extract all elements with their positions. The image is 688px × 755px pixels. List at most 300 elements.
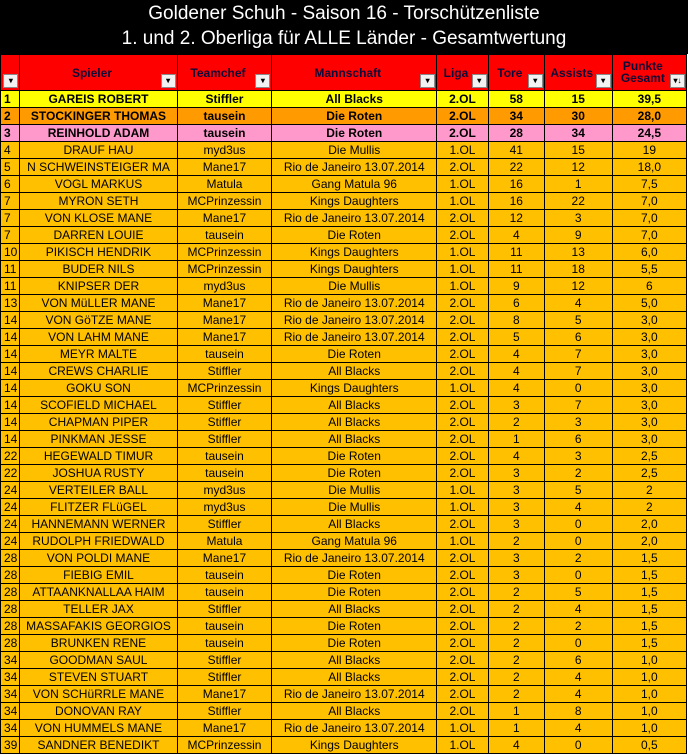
cell-tore[interactable]: 58 (488, 91, 544, 108)
cell-spieler[interactable]: ATTAANKNALLAA HAIM (20, 584, 177, 601)
cell-punkte[interactable]: 6,0 (612, 244, 686, 261)
cell-mannschaft[interactable]: Die Roten (272, 584, 437, 601)
cell-punkte[interactable]: 18,0 (612, 159, 686, 176)
cell-tore[interactable]: 4 (488, 737, 544, 754)
cell-teamchef[interactable]: tausein (177, 448, 272, 465)
cell-assists[interactable]: 3 (544, 414, 612, 431)
cell-assists[interactable]: 7 (544, 346, 612, 363)
cell-liga[interactable]: 1.OL (437, 380, 489, 397)
filter-dropdown-icon[interactable]: ▾ (3, 74, 18, 88)
cell-mannschaft[interactable]: Die Roten (272, 618, 437, 635)
cell-punkte[interactable]: 3,0 (612, 312, 686, 329)
cell-mannschaft[interactable]: All Blacks (272, 669, 437, 686)
cell-tore[interactable]: 2 (488, 533, 544, 550)
cell-punkte[interactable]: 5,0 (612, 295, 686, 312)
cell-spieler[interactable]: VON SCHüRRLE MANE (20, 686, 177, 703)
cell-rank[interactable]: 6 (1, 176, 20, 193)
cell-tore[interactable]: 9 (488, 278, 544, 295)
cell-spieler[interactable]: VON KLOSE MANE (20, 210, 177, 227)
cell-teamchef[interactable]: Stiffler (177, 431, 272, 448)
cell-tore[interactable]: 3 (488, 397, 544, 414)
cell-tore[interactable]: 11 (488, 261, 544, 278)
cell-rank[interactable]: 39 (1, 737, 20, 754)
cell-rank[interactable]: 28 (1, 584, 20, 601)
cell-mannschaft[interactable]: Rio de Janeiro 13.07.2014 (272, 159, 437, 176)
cell-spieler[interactable]: VON POLDI MANE (20, 550, 177, 567)
cell-tore[interactable]: 12 (488, 210, 544, 227)
filter-dropdown-icon[interactable]: ▾ (596, 74, 611, 88)
filter-dropdown-icon[interactable]: ▾ (528, 74, 543, 88)
cell-assists[interactable]: 15 (544, 142, 612, 159)
cell-punkte[interactable]: 1,5 (612, 550, 686, 567)
cell-spieler[interactable]: MYRON SETH (20, 193, 177, 210)
cell-assists[interactable]: 18 (544, 261, 612, 278)
cell-tore[interactable]: 34 (488, 108, 544, 125)
cell-mannschaft[interactable]: All Blacks (272, 91, 437, 108)
cell-rank[interactable]: 13 (1, 295, 20, 312)
cell-liga[interactable]: 2.OL (437, 227, 489, 244)
cell-rank[interactable]: 34 (1, 703, 20, 720)
cell-mannschaft[interactable]: Die Mullis (272, 278, 437, 295)
cell-mannschaft[interactable]: Rio de Janeiro 13.07.2014 (272, 686, 437, 703)
cell-punkte[interactable]: 19 (612, 142, 686, 159)
cell-mannschaft[interactable]: Die Roten (272, 108, 437, 125)
cell-rank[interactable]: 14 (1, 346, 20, 363)
cell-teamchef[interactable]: Matula (177, 176, 272, 193)
cell-liga[interactable]: 2.OL (437, 159, 489, 176)
cell-spieler[interactable]: FIEBIG EMIL (20, 567, 177, 584)
cell-mannschaft[interactable]: Die Roten (272, 567, 437, 584)
cell-spieler[interactable]: HEGEWALD TIMUR (20, 448, 177, 465)
cell-rank[interactable]: 14 (1, 397, 20, 414)
cell-assists[interactable]: 34 (544, 125, 612, 142)
cell-teamchef[interactable]: Mane17 (177, 720, 272, 737)
cell-teamchef[interactable]: tausein (177, 584, 272, 601)
cell-rank[interactable]: 3 (1, 125, 20, 142)
cell-teamchef[interactable]: myd3us (177, 142, 272, 159)
cell-tore[interactable]: 5 (488, 329, 544, 346)
header-mannschaft[interactable] (272, 55, 437, 91)
cell-rank[interactable]: 2 (1, 108, 20, 125)
cell-tore[interactable]: 11 (488, 244, 544, 261)
cell-tore[interactable]: 4 (488, 380, 544, 397)
cell-spieler[interactable]: TELLER JAX (20, 601, 177, 618)
cell-spieler[interactable]: MASSAFAKIS GEORGIOS (20, 618, 177, 635)
cell-rank[interactable]: 24 (1, 516, 20, 533)
cell-tore[interactable]: 2 (488, 652, 544, 669)
cell-teamchef[interactable]: Stiffler (177, 669, 272, 686)
cell-teamchef[interactable]: Stiffler (177, 601, 272, 618)
cell-assists[interactable]: 0 (544, 533, 612, 550)
cell-assists[interactable]: 4 (544, 601, 612, 618)
cell-mannschaft[interactable]: Rio de Janeiro 13.07.2014 (272, 210, 437, 227)
cell-assists[interactable]: 12 (544, 278, 612, 295)
cell-rank[interactable]: 34 (1, 652, 20, 669)
cell-liga[interactable]: 1.OL (437, 176, 489, 193)
cell-mannschaft[interactable]: Die Mullis (272, 142, 437, 159)
cell-tore[interactable]: 3 (488, 567, 544, 584)
cell-punkte[interactable]: 1,0 (612, 669, 686, 686)
cell-punkte[interactable]: 1,5 (612, 618, 686, 635)
cell-rank[interactable]: 28 (1, 635, 20, 652)
cell-liga[interactable]: 2.OL (437, 601, 489, 618)
cell-liga[interactable]: 2.OL (437, 669, 489, 686)
header-rank[interactable] (1, 55, 20, 91)
cell-mannschaft[interactable]: All Blacks (272, 652, 437, 669)
cell-tore[interactable]: 3 (488, 499, 544, 516)
cell-assists[interactable]: 9 (544, 227, 612, 244)
cell-mannschaft[interactable]: Rio de Janeiro 13.07.2014 (272, 550, 437, 567)
cell-mannschaft[interactable]: Gang Matula 96 (272, 176, 437, 193)
cell-spieler[interactable]: VON LAHM MANE (20, 329, 177, 346)
cell-tore[interactable]: 1 (488, 720, 544, 737)
cell-tore[interactable]: 16 (488, 193, 544, 210)
filter-dropdown-icon[interactable]: ▾ (420, 74, 435, 88)
cell-punkte[interactable]: 3,0 (612, 329, 686, 346)
cell-mannschaft[interactable]: All Blacks (272, 363, 437, 380)
cell-spieler[interactable]: GOKU SON (20, 380, 177, 397)
cell-punkte[interactable]: 3,0 (612, 380, 686, 397)
cell-tore[interactable]: 1 (488, 703, 544, 720)
cell-tore[interactable]: 22 (488, 159, 544, 176)
cell-rank[interactable]: 14 (1, 329, 20, 346)
cell-assists[interactable]: 8 (544, 703, 612, 720)
cell-assists[interactable]: 4 (544, 720, 612, 737)
cell-liga[interactable]: 2.OL (437, 550, 489, 567)
cell-liga[interactable]: 1.OL (437, 482, 489, 499)
cell-teamchef[interactable]: Stiffler (177, 703, 272, 720)
cell-tore[interactable]: 4 (488, 448, 544, 465)
cell-liga[interactable]: 1.OL (437, 261, 489, 278)
cell-liga[interactable]: 2.OL (437, 210, 489, 227)
cell-spieler[interactable]: BUDER NILS (20, 261, 177, 278)
cell-tore[interactable]: 4 (488, 346, 544, 363)
cell-rank[interactable]: 24 (1, 482, 20, 499)
cell-liga[interactable]: 2.OL (437, 703, 489, 720)
cell-spieler[interactable]: VON HUMMELS MANE (20, 720, 177, 737)
cell-spieler[interactable]: PIKISCH HENDRIK (20, 244, 177, 261)
cell-tore[interactable]: 41 (488, 142, 544, 159)
cell-punkte[interactable]: 1,5 (612, 584, 686, 601)
cell-teamchef[interactable]: myd3us (177, 499, 272, 516)
cell-spieler[interactable]: SCOFIELD MICHAEL (20, 397, 177, 414)
filter-dropdown-icon[interactable]: ▾ (472, 74, 487, 88)
cell-tore[interactable]: 16 (488, 176, 544, 193)
cell-teamchef[interactable]: Stiffler (177, 414, 272, 431)
cell-teamchef[interactable]: Mane17 (177, 329, 272, 346)
cell-teamchef[interactable]: MCPrinzessin (177, 244, 272, 261)
cell-tore[interactable]: 2 (488, 414, 544, 431)
header-teamchef[interactable] (177, 55, 272, 91)
cell-rank[interactable]: 7 (1, 227, 20, 244)
cell-liga[interactable]: 2.OL (437, 567, 489, 584)
cell-assists[interactable]: 4 (544, 499, 612, 516)
cell-punkte[interactable]: 2 (612, 499, 686, 516)
cell-spieler[interactable]: PINKMAN JESSE (20, 431, 177, 448)
cell-assists[interactable]: 4 (544, 295, 612, 312)
cell-assists[interactable]: 6 (544, 431, 612, 448)
cell-assists[interactable]: 1 (544, 176, 612, 193)
cell-assists[interactable]: 2 (544, 550, 612, 567)
cell-spieler[interactable]: DRAUF HAU (20, 142, 177, 159)
filter-dropdown-icon[interactable]: ▾ (161, 74, 176, 88)
cell-mannschaft[interactable]: Die Roten (272, 635, 437, 652)
cell-rank[interactable]: 24 (1, 533, 20, 550)
cell-punkte[interactable]: 24,5 (612, 125, 686, 142)
cell-teamchef[interactable]: tausein (177, 227, 272, 244)
cell-spieler[interactable]: VON GöTZE MANE (20, 312, 177, 329)
cell-punkte[interactable]: 2,5 (612, 448, 686, 465)
cell-punkte[interactable]: 2,0 (612, 516, 686, 533)
filter-dropdown-icon[interactable]: ▾ (255, 74, 270, 88)
cell-punkte[interactable]: 7,0 (612, 210, 686, 227)
cell-mannschaft[interactable]: Rio de Janeiro 13.07.2014 (272, 312, 437, 329)
cell-spieler[interactable]: MEYR MALTE (20, 346, 177, 363)
cell-teamchef[interactable]: myd3us (177, 278, 272, 295)
cell-mannschaft[interactable]: Rio de Janeiro 13.07.2014 (272, 329, 437, 346)
cell-liga[interactable]: 2.OL (437, 91, 489, 108)
cell-punkte[interactable]: 2,5 (612, 465, 686, 482)
cell-tore[interactable]: 8 (488, 312, 544, 329)
cell-spieler[interactable]: JOSHUA RUSTY (20, 465, 177, 482)
cell-rank[interactable]: 11 (1, 278, 20, 295)
cell-teamchef[interactable]: Mane17 (177, 159, 272, 176)
cell-punkte[interactable]: 1,0 (612, 686, 686, 703)
cell-mannschaft[interactable]: All Blacks (272, 414, 437, 431)
cell-teamchef[interactable]: Stiffler (177, 397, 272, 414)
cell-liga[interactable]: 2.OL (437, 618, 489, 635)
cell-teamchef[interactable]: tausein (177, 465, 272, 482)
cell-teamchef[interactable]: Stiffler (177, 516, 272, 533)
cell-spieler[interactable]: VON MüLLER MANE (20, 295, 177, 312)
cell-assists[interactable]: 6 (544, 329, 612, 346)
cell-liga[interactable]: 1.OL (437, 533, 489, 550)
cell-assists[interactable]: 6 (544, 652, 612, 669)
cell-punkte[interactable]: 3,0 (612, 346, 686, 363)
cell-mannschaft[interactable]: Rio de Janeiro 13.07.2014 (272, 295, 437, 312)
header-punkte[interactable] (612, 55, 686, 91)
cell-teamchef[interactable]: tausein (177, 346, 272, 363)
cell-punkte[interactable]: 7,0 (612, 193, 686, 210)
cell-liga[interactable]: 2.OL (437, 431, 489, 448)
cell-liga[interactable]: 1.OL (437, 193, 489, 210)
cell-rank[interactable]: 28 (1, 618, 20, 635)
cell-assists[interactable]: 13 (544, 244, 612, 261)
cell-spieler[interactable]: VERTEILER BALL (20, 482, 177, 499)
cell-rank[interactable]: 10 (1, 244, 20, 261)
cell-tore[interactable]: 28 (488, 125, 544, 142)
cell-liga[interactable]: 2.OL (437, 312, 489, 329)
cell-assists[interactable]: 5 (544, 482, 612, 499)
cell-spieler[interactable]: N SCHWEINSTEIGER MA (20, 159, 177, 176)
cell-liga[interactable]: 2.OL (437, 108, 489, 125)
cell-rank[interactable]: 14 (1, 414, 20, 431)
cell-liga[interactable]: 2.OL (437, 584, 489, 601)
cell-mannschaft[interactable]: All Blacks (272, 703, 437, 720)
cell-punkte[interactable]: 28,0 (612, 108, 686, 125)
cell-teamchef[interactable]: Matula (177, 533, 272, 550)
cell-teamchef[interactable]: tausein (177, 125, 272, 142)
cell-tore[interactable]: 3 (488, 465, 544, 482)
cell-liga[interactable]: 2.OL (437, 295, 489, 312)
cell-teamchef[interactable]: Mane17 (177, 312, 272, 329)
cell-punkte[interactable]: 1,0 (612, 703, 686, 720)
cell-assists[interactable]: 0 (544, 516, 612, 533)
cell-liga[interactable]: 2.OL (437, 414, 489, 431)
cell-mannschaft[interactable]: All Blacks (272, 431, 437, 448)
cell-assists[interactable]: 0 (544, 635, 612, 652)
cell-teamchef[interactable]: Mane17 (177, 295, 272, 312)
cell-punkte[interactable]: 3,0 (612, 363, 686, 380)
cell-mannschaft[interactable]: Kings Daughters (272, 193, 437, 210)
cell-teamchef[interactable]: Mane17 (177, 550, 272, 567)
cell-tore[interactable]: 2 (488, 584, 544, 601)
cell-punkte[interactable]: 1,5 (612, 601, 686, 618)
cell-mannschaft[interactable]: Die Roten (272, 346, 437, 363)
cell-punkte[interactable]: 7,0 (612, 227, 686, 244)
cell-spieler[interactable]: STEVEN STUART (20, 669, 177, 686)
cell-assists[interactable]: 5 (544, 584, 612, 601)
cell-rank[interactable]: 34 (1, 686, 20, 703)
cell-mannschaft[interactable]: All Blacks (272, 516, 437, 533)
cell-punkte[interactable]: 2 (612, 482, 686, 499)
cell-spieler[interactable]: KNIPSER DER (20, 278, 177, 295)
cell-teamchef[interactable]: myd3us (177, 482, 272, 499)
cell-assists[interactable]: 3 (544, 448, 612, 465)
cell-rank[interactable]: 5 (1, 159, 20, 176)
cell-tore[interactable]: 1 (488, 431, 544, 448)
cell-spieler[interactable]: BRUNKEN RENE (20, 635, 177, 652)
cell-mannschaft[interactable]: All Blacks (272, 397, 437, 414)
cell-spieler[interactable]: FLITZER FLüGEL (20, 499, 177, 516)
cell-punkte[interactable]: 2,0 (612, 533, 686, 550)
cell-teamchef[interactable]: Mane17 (177, 686, 272, 703)
cell-spieler[interactable]: SANDNER BENEDIKT (20, 737, 177, 754)
cell-tore[interactable]: 2 (488, 601, 544, 618)
cell-rank[interactable]: 7 (1, 210, 20, 227)
cell-teamchef[interactable]: Stiffler (177, 652, 272, 669)
cell-punkte[interactable]: 1,5 (612, 635, 686, 652)
cell-assists[interactable]: 5 (544, 312, 612, 329)
cell-teamchef[interactable]: tausein (177, 108, 272, 125)
cell-spieler[interactable]: REINHOLD ADAM (20, 125, 177, 142)
cell-punkte[interactable]: 39,5 (612, 91, 686, 108)
cell-teamchef[interactable]: MCPrinzessin (177, 737, 272, 754)
cell-tore[interactable]: 4 (488, 363, 544, 380)
cell-teamchef[interactable]: Stiffler (177, 363, 272, 380)
cell-assists[interactable]: 4 (544, 669, 612, 686)
cell-assists[interactable]: 22 (544, 193, 612, 210)
cell-spieler[interactable]: GOODMAN SAUL (20, 652, 177, 669)
cell-assists[interactable]: 0 (544, 567, 612, 584)
cell-teamchef[interactable]: Mane17 (177, 210, 272, 227)
cell-rank[interactable]: 22 (1, 448, 20, 465)
cell-spieler[interactable]: RUDOLPH FRIEDWALD (20, 533, 177, 550)
cell-liga[interactable]: 2.OL (437, 125, 489, 142)
cell-rank[interactable]: 14 (1, 380, 20, 397)
cell-mannschaft[interactable]: Die Roten (272, 448, 437, 465)
cell-teamchef[interactable]: MCPrinzessin (177, 380, 272, 397)
cell-liga[interactable]: 1.OL (437, 142, 489, 159)
cell-assists[interactable]: 0 (544, 380, 612, 397)
cell-punkte[interactable]: 1,0 (612, 652, 686, 669)
cell-liga[interactable]: 1.OL (437, 720, 489, 737)
cell-tore[interactable]: 3 (488, 550, 544, 567)
cell-spieler[interactable]: CREWS CHARLIE (20, 363, 177, 380)
cell-punkte[interactable]: 1,0 (612, 720, 686, 737)
cell-mannschaft[interactable]: Die Mullis (272, 499, 437, 516)
cell-liga[interactable]: 2.OL (437, 652, 489, 669)
header-spieler[interactable] (20, 55, 177, 91)
cell-mannschaft[interactable]: Gang Matula 96 (272, 533, 437, 550)
sort-filter-icon[interactable]: ▾↓ (670, 74, 685, 88)
cell-liga[interactable]: 2.OL (437, 465, 489, 482)
cell-punkte[interactable]: 6 (612, 278, 686, 295)
cell-rank[interactable]: 14 (1, 431, 20, 448)
cell-rank[interactable]: 4 (1, 142, 20, 159)
cell-mannschaft[interactable]: Rio de Janeiro 13.07.2014 (272, 720, 437, 737)
cell-spieler[interactable]: GAREIS ROBERT (20, 91, 177, 108)
cell-teamchef[interactable]: MCPrinzessin (177, 193, 272, 210)
header-liga[interactable] (437, 55, 489, 91)
cell-assists[interactable]: 7 (544, 363, 612, 380)
cell-spieler[interactable]: DONOVAN RAY (20, 703, 177, 720)
cell-assists[interactable]: 15 (544, 91, 612, 108)
cell-punkte[interactable]: 0,5 (612, 737, 686, 754)
cell-tore[interactable]: 6 (488, 295, 544, 312)
cell-liga[interactable]: 1.OL (437, 499, 489, 516)
cell-rank[interactable]: 7 (1, 193, 20, 210)
cell-rank[interactable]: 28 (1, 567, 20, 584)
header-assists[interactable] (544, 55, 612, 91)
cell-liga[interactable]: 2.OL (437, 329, 489, 346)
cell-assists[interactable]: 30 (544, 108, 612, 125)
cell-liga[interactable]: 2.OL (437, 516, 489, 533)
cell-assists[interactable]: 2 (544, 618, 612, 635)
cell-punkte[interactable]: 1,5 (612, 567, 686, 584)
cell-liga[interactable]: 2.OL (437, 397, 489, 414)
cell-assists[interactable]: 12 (544, 159, 612, 176)
cell-spieler[interactable]: STOCKINGER THOMAS (20, 108, 177, 125)
cell-mannschaft[interactable]: Die Roten (272, 227, 437, 244)
cell-teamchef[interactable]: tausein (177, 567, 272, 584)
cell-liga[interactable]: 2.OL (437, 346, 489, 363)
cell-rank[interactable]: 14 (1, 363, 20, 380)
cell-rank[interactable]: 24 (1, 499, 20, 516)
cell-mannschaft[interactable]: Die Mullis (272, 482, 437, 499)
cell-liga[interactable]: 2.OL (437, 448, 489, 465)
cell-assists[interactable]: 4 (544, 686, 612, 703)
cell-tore[interactable]: 3 (488, 482, 544, 499)
cell-assists[interactable]: 2 (544, 465, 612, 482)
cell-liga[interactable]: 2.OL (437, 635, 489, 652)
cell-mannschaft[interactable]: Kings Daughters (272, 737, 437, 754)
cell-mannschaft[interactable]: All Blacks (272, 601, 437, 618)
cell-liga[interactable]: 1.OL (437, 737, 489, 754)
cell-rank[interactable]: 1 (1, 91, 20, 108)
cell-teamchef[interactable]: tausein (177, 635, 272, 652)
cell-assists[interactable]: 0 (544, 737, 612, 754)
cell-punkte[interactable]: 3,0 (612, 414, 686, 431)
cell-punkte[interactable]: 5,5 (612, 261, 686, 278)
cell-rank[interactable]: 28 (1, 550, 20, 567)
cell-mannschaft[interactable]: Kings Daughters (272, 244, 437, 261)
cell-liga[interactable]: 1.OL (437, 244, 489, 261)
cell-spieler[interactable]: VOGL MARKUS (20, 176, 177, 193)
cell-tore[interactable]: 3 (488, 516, 544, 533)
cell-tore[interactable]: 2 (488, 635, 544, 652)
cell-mannschaft[interactable]: Kings Daughters (272, 261, 437, 278)
